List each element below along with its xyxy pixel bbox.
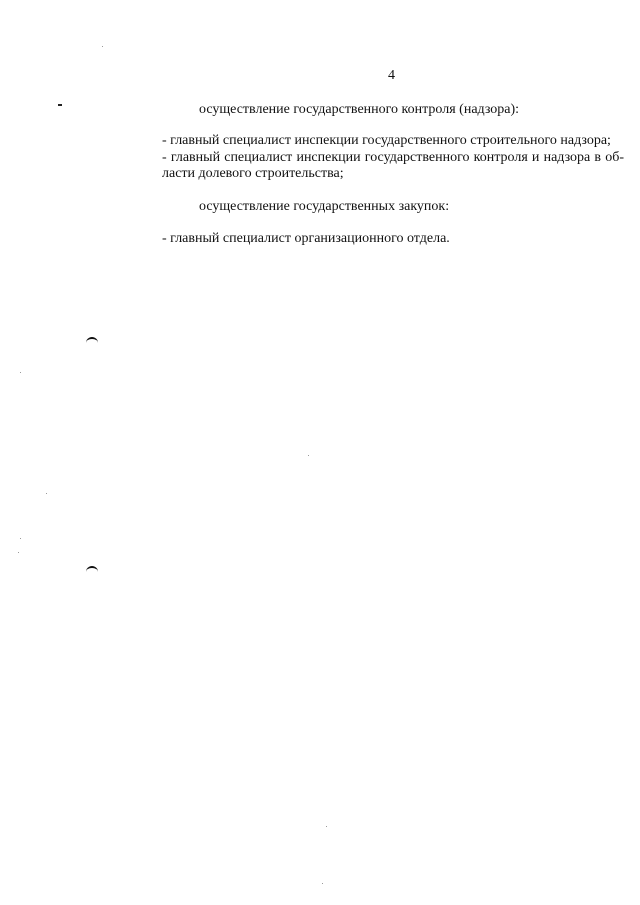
scan-dust <box>326 826 327 827</box>
punch-hole-mark <box>86 566 98 574</box>
page-number: 4 <box>388 68 395 83</box>
list-item: - главный специалист организационного отдела. <box>162 231 450 246</box>
punch-hole-mark <box>86 337 98 345</box>
list-item-continuation: ласти долевого строительства; <box>162 166 344 181</box>
section-heading-procurement: осуществление государственных закупок: <box>199 199 450 214</box>
scan-dust <box>18 552 19 553</box>
scan-dust <box>322 883 323 884</box>
section-heading-control: осуществление государственного контроля (надзора): <box>199 102 520 117</box>
scan-mark <box>58 104 62 106</box>
list-item: - главный специалист инспекции государственного контроля и надзора в об- <box>162 150 624 165</box>
scan-dust <box>20 372 21 373</box>
list-item: - главный специалист инспекции государственного строительного надзора; <box>162 133 611 148</box>
scan-dust <box>20 538 21 539</box>
scan-dust <box>102 46 103 47</box>
scan-dust <box>308 455 309 456</box>
scan-dust <box>46 493 47 494</box>
